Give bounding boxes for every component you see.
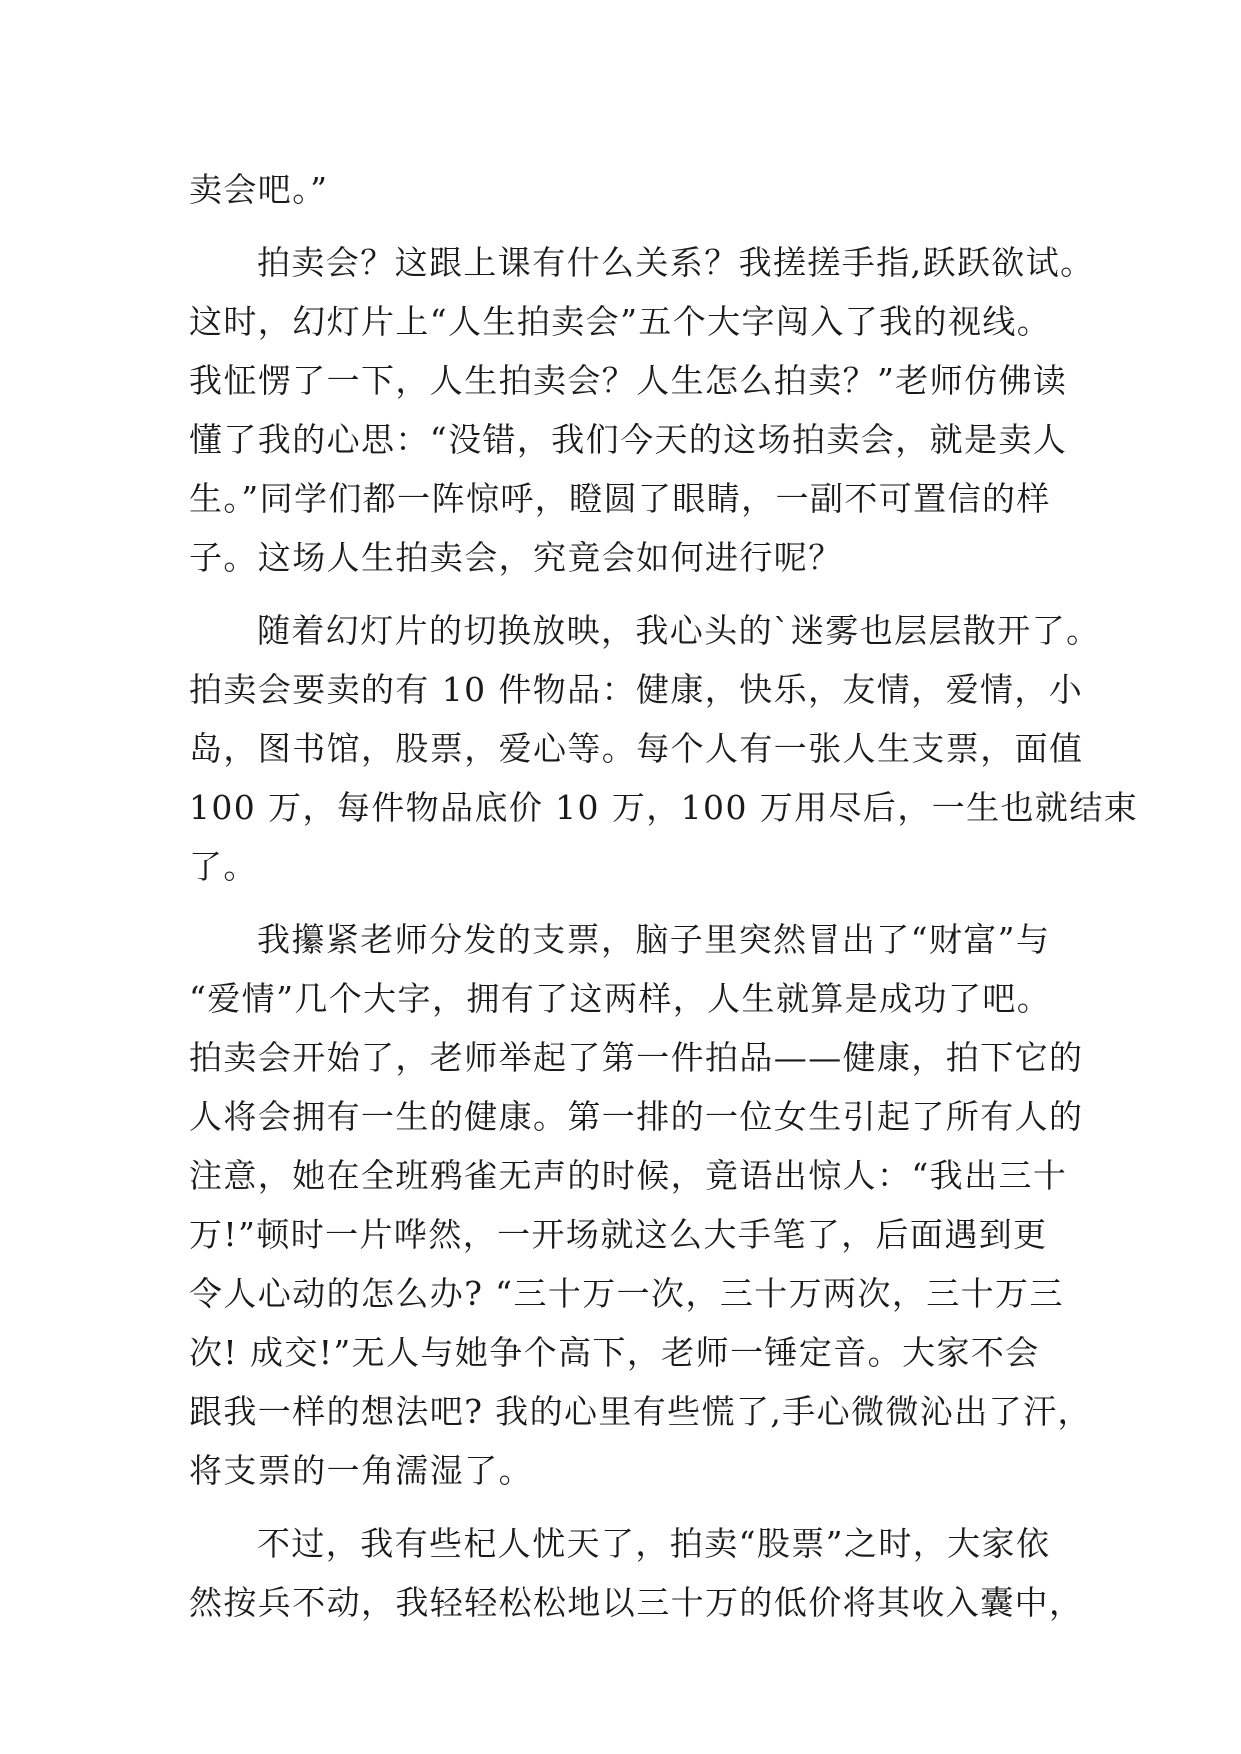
paragraph-start-line: 我攥紧老师分发的支票，脑子里突然冒出了“财富”与: [257, 920, 1051, 959]
text-line: 拍卖会要卖的有 10 件物品：健康，快乐，友情，爱情，小: [189, 670, 1084, 709]
paragraph-start-line: 随着幻灯片的切换放映，我心头的`迷雾也层层散开了。: [257, 611, 1101, 650]
text-line: 令人心动的怎么办? “三十万一次，三十万两次，三十万三: [189, 1274, 1064, 1313]
text-line: 我怔愣了一下，人生拍卖会？人生怎么拍卖？”老师仿佛读: [189, 361, 1068, 400]
text-line: 跟我一样的想法吧? 我的心里有些慌了,手心微微沁出了汗，: [189, 1392, 1092, 1431]
text-line: 卖会吧。”: [189, 170, 329, 209]
text-line: 了。: [189, 847, 258, 886]
paragraph-start-line: 不过，我有些杞人忧天了，拍卖“股票”之时，大家依: [257, 1524, 1051, 1563]
text-line: 然按兵不动，我轻轻松松地以三十万的低价将其收入囊中，: [189, 1583, 1084, 1622]
text-line: 拍卖会开始了，老师举起了第一件拍品——健康，拍下它的: [189, 1038, 1084, 1077]
text-line: 次! 成交!”无人与她争个高下，老师一锤定音。大家不会: [189, 1333, 1040, 1372]
text-line: 岛，图书馆，股票，爱心等。每个人有一张人生支票，面值: [189, 729, 1084, 768]
text-line: 懂了我的心思：“没错，我们今天的这场拍卖会，就是卖人: [189, 420, 1068, 459]
text-line: 这时，幻灯片上“人生拍卖会”五个大字闯入了我的视线。: [189, 302, 1052, 341]
text-line: 生。”同学们都一阵惊呼，瞪圆了眼睛，一副不可置信的样: [189, 479, 1051, 518]
body-text: [189, 160, 1139, 1632]
text-line: “爱情”几个大字，拥有了这两样，人生就算是成功了吧。: [189, 979, 1052, 1018]
text-line: 将支票的一角濡湿了。: [189, 1451, 533, 1490]
text-line: 万!”顿时一片哗然，一开场就这么大手笔了，后面遇到更: [189, 1215, 1048, 1254]
text-line: 100 万，每件物品底价 10 万，100 万用尽后，一生也就结束: [189, 788, 1139, 827]
text-line: 注意，她在全班鸦雀无声的时候，竟语出惊人：“我出三十: [189, 1156, 1068, 1195]
text-line: 人将会拥有一生的健康。第一排的一位女生引起了所有人的: [189, 1097, 1084, 1136]
text-line: 子。这场人生拍卖会，究竟会如何进行呢？: [189, 538, 843, 577]
paragraph-start-line: 拍卖会？这跟上课有什么关系？我搓搓手指,跃跃欲试。: [257, 243, 1095, 282]
